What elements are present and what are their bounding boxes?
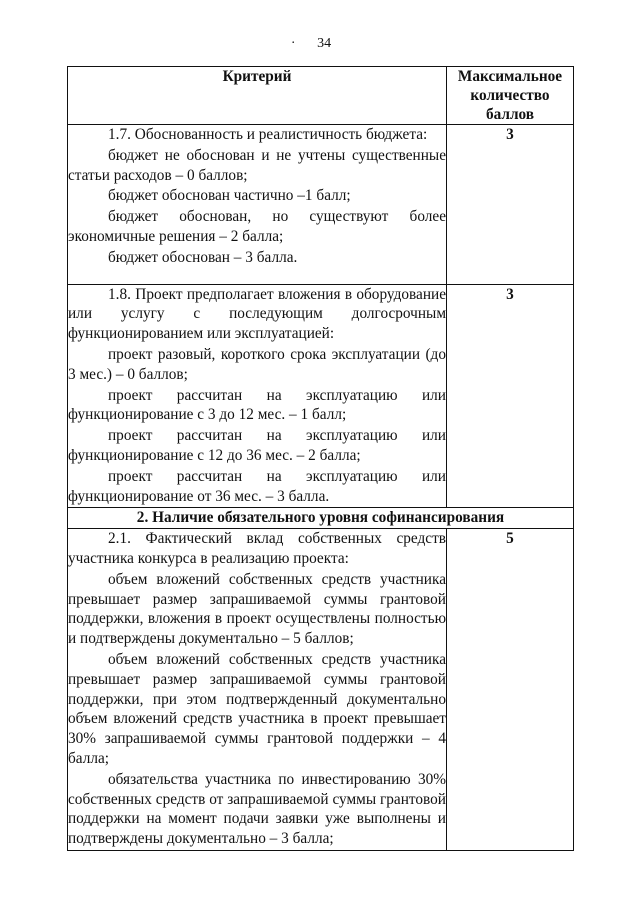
score-2-1: 5 xyxy=(447,529,574,851)
criteria-table xyxy=(67,66,574,851)
score-1-8: 3 xyxy=(447,284,574,508)
table-header-row xyxy=(68,67,574,125)
criterion-1-7-option: бюджет обоснован частично –1 балл; xyxy=(108,187,351,205)
criterion-1-7-option: бюджет не обоснован и не учтены существенные статьи расходов – 0 баллов; xyxy=(68,146,446,184)
page-mark: · xyxy=(290,36,296,51)
criterion-2-1-title: 2.1. Фактический вклад собственных средств участника конкурса в реализацию проекта: xyxy=(68,530,446,567)
criterion-2-1-option: объем вложений собственных средств участника превышает размер запрашиваемой суммы грантовой поддержки, при этом подтвержденный документально объем вложений средств участника в проект превышает 30% запрашиваемой суммы грантовой поддержки – 4 балла; xyxy=(68,650,446,767)
table-row-1-8 xyxy=(68,284,574,508)
criterion-1-8-option: проект рассчитан на эксплуатацию или функционирование от 36 мес. – 3 балла. xyxy=(68,467,446,505)
section-row-2 xyxy=(68,508,574,529)
page-number-value: 34 xyxy=(317,36,332,51)
criterion-1-8-title: 1.8. Проект предполагает вложения в оборудование или услугу с последующим долгосрочным функционированием или эксплуатацией: xyxy=(68,285,446,343)
criterion-2-1-option: обязательства участника по инвестированию 30% собственных средств от запрашиваемой суммы грантовой поддержки на момент подачи заявки уже выполнены и подтверждены документально – 3 балла; xyxy=(68,770,446,848)
criterion-1-7-option: бюджет обоснован, но существуют более экономичные решения – 2 балла; xyxy=(68,208,446,245)
page-number xyxy=(0,36,640,52)
criterion-2-1 xyxy=(68,529,447,851)
table-row-1-7 xyxy=(68,125,574,285)
section-2-heading: 2. Наличие обязательного уровня софинансирования xyxy=(68,508,574,529)
criterion-1-8-option: проект рассчитан на эксплуатацию или функционирование с 12 до 36 мес. – 2 балла; xyxy=(68,427,446,464)
score-1-7: 3 xyxy=(447,125,574,285)
criterion-1-7-title: 1.7. Обоснованность и реалистичность бюджета: xyxy=(108,126,428,143)
criterion-2-1-option: объем вложений собственных средств участника превышает размер запрашиваемой суммы грантовой поддержки, вложения в проект осуществлены полностью и подтверждены документально – 5 баллов; xyxy=(68,570,446,648)
criterion-1-7 xyxy=(68,125,447,285)
max-score-header: Максимальное количество баллов xyxy=(447,67,574,125)
criterion-1-8-option: проект разовый, короткого срока эксплуатации (до 3 мес.) – 0 баллов; xyxy=(68,345,446,383)
criterion-1-8-option: проект рассчитан на эксплуатацию или функционирование с 3 до 12 мес. – 1 балл; xyxy=(68,386,446,424)
criterion-1-8 xyxy=(68,284,447,508)
criterion-header: Критерий xyxy=(68,67,447,125)
table-row-2-1 xyxy=(68,529,574,851)
criterion-1-7-option: бюджет обоснован – 3 балла. xyxy=(108,248,298,266)
